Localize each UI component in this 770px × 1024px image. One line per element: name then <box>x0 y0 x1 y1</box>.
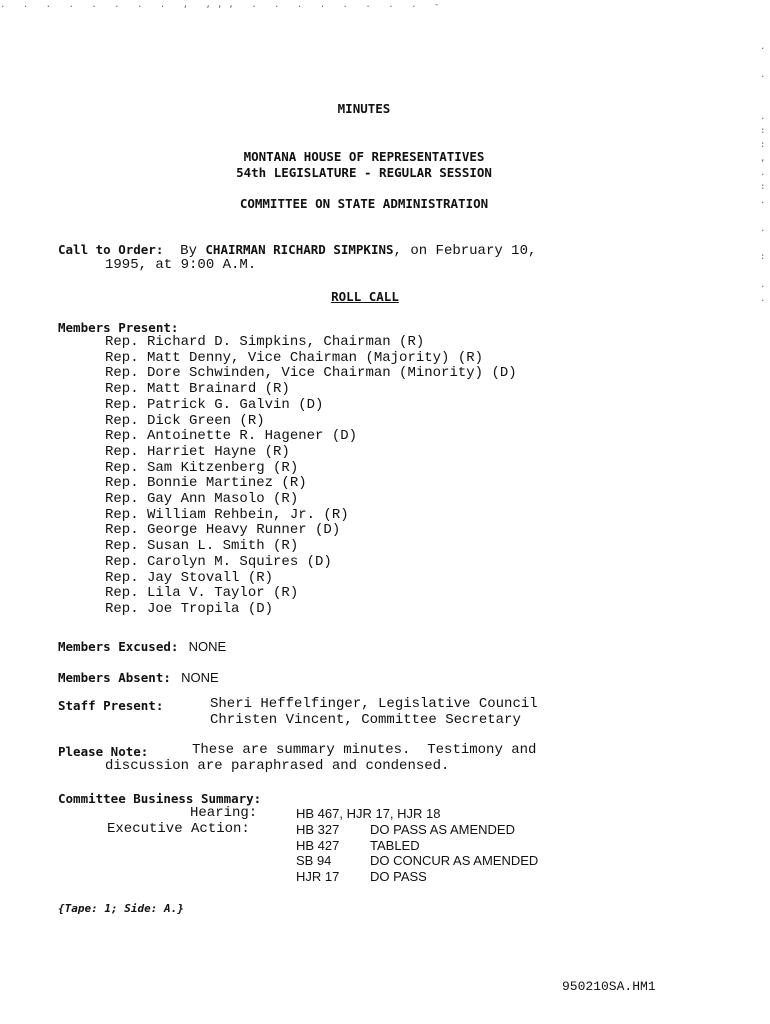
staff-present-label: Staff Present: <box>58 698 164 713</box>
members-present-label: Members Present: <box>58 320 179 335</box>
call-to-order-by: By <box>180 243 197 259</box>
member-row: Rep. Dore Schwinden, Vice Chairman (Minority) (D) <box>105 365 517 382</box>
member-row: Rep. Patrick G. Galvin (D) <box>105 396 324 413</box>
member-row: Rep. Jay Stovall (R) <box>105 569 274 586</box>
members-absent-label: Members Absent: <box>58 670 171 685</box>
members-excused-value: NONE <box>188 639 227 654</box>
chairman-name: CHAIRMAN RICHARD SIMPKINS <box>205 242 394 257</box>
member-row: Rep. Richard D. Simpkins, Chairman (R) <box>105 334 425 350</box>
member-row: Rep. Dick Green (R) <box>105 412 265 429</box>
member-row: Rep. Bonnie Martinez (R) <box>105 475 307 492</box>
members-absent-value: NONE <box>181 670 219 685</box>
member-row: Rep. William Rehbein, Jr. (R) <box>105 506 349 523</box>
member-row: Rep. Matt Denny, Vice Chairman (Majority) (R) <box>105 349 484 366</box>
staff-line-2: Christen Vincent, Committee Secretary <box>210 712 521 728</box>
document-id: 950210SA.HM1 <box>562 979 656 994</box>
please-note-label: Please Note: <box>58 744 149 759</box>
members-absent-line <box>58 667 219 686</box>
member-row: Rep. George Heavy Runner (D) <box>105 522 341 539</box>
member-row: Rep. Matt Brainard (R) <box>105 381 290 398</box>
members-excused-label: Members Excused: <box>58 639 179 654</box>
org-line-1: MONTANA HOUSE OF REPRESENTATIVES <box>243 149 485 164</box>
member-row: Rep. Joe Tropila (D) <box>105 600 274 617</box>
member-row: Rep. Sam Kitzenberg (R) <box>105 459 299 476</box>
action-result: TABLED <box>370 837 420 853</box>
tape-reference: {Tape: 1; Side: A.} <box>58 902 184 915</box>
action-bill: HB 427 <box>296 837 340 853</box>
member-row: Rep. Lila V. Taylor (R) <box>105 585 299 602</box>
member-row: Rep. Antoinette R. Hagener (D) <box>105 428 358 445</box>
hearing-value: HB 467, HJR 17, HJR 18 <box>296 806 441 821</box>
member-row: Rep. Susan L. Smith (R) <box>105 538 299 555</box>
action-result: DO CONCUR AS AMENDED <box>370 853 539 868</box>
minutes-title: MINUTES <box>337 101 391 116</box>
note-line-2: discussion are paraphrased and condensed. <box>105 758 450 774</box>
action-bill: HJR 17 <box>296 868 340 884</box>
scan-noise-top: . . . . . . . . , ,,, . . . . . . . . - <box>0 0 446 10</box>
action-result: DO PASS <box>370 868 427 884</box>
note-line-1: These are summary minutes. Testimony and <box>192 742 537 758</box>
member-row: Rep. Gay Ann Masolo (R) <box>105 491 299 508</box>
action-result: DO PASS AS AMENDED <box>370 822 515 837</box>
action-bill: SB 94 <box>296 853 332 868</box>
call-to-order-label: Call to Order: <box>58 242 164 257</box>
business-summary-label: Committee Business Summary: <box>58 791 262 806</box>
executive-action-label: Executive Action: <box>107 821 250 837</box>
committee-name: COMMITTEE ON STATE ADMINISTRATION <box>239 196 489 211</box>
roll-call-heading: ROLL CALL <box>331 289 399 304</box>
call-to-order-time: 1995, at 9:00 A.M. <box>105 257 257 273</box>
members-list <box>105 335 517 618</box>
org-line-2: 54th LEGISLATURE - REGULAR SESSION <box>236 165 492 180</box>
members-excused-line <box>58 636 226 655</box>
hearing-label: Hearing: <box>190 805 258 821</box>
staff-line-1: Sheri Heffelfinger, Legislative Council <box>210 696 538 712</box>
call-to-order-date: , on February 10, <box>393 243 537 259</box>
action-bill: HB 327 <box>296 822 340 837</box>
member-row: Rep. Harriet Hayne (R) <box>105 443 290 460</box>
scan-noise-right: . . . : : , . : . . : . . <box>760 42 766 304</box>
member-row: Rep. Carolyn M. Squires (D) <box>105 553 332 570</box>
